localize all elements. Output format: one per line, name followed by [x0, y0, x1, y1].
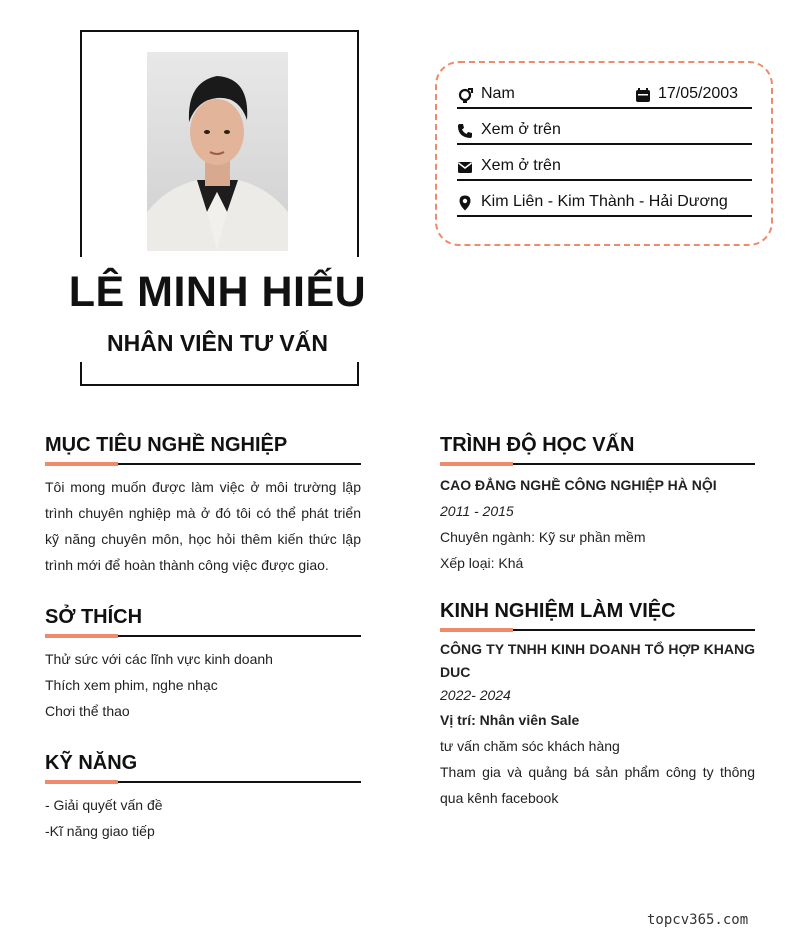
- experience-duty: tư vấn chăm sóc khách hàng: [440, 738, 620, 754]
- gender-value: Nam: [481, 85, 515, 102]
- section-title-hobbies: SỞ THÍCH: [45, 606, 143, 628]
- candidate-role: NHÂN VIÊN TƯ VẤN: [107, 330, 328, 356]
- education-major: Chuyên ngành: Kỹ sư phần mềm: [440, 529, 646, 545]
- contact-row-gender-birthday: [457, 81, 752, 109]
- list-item: - Giải quyết vấn đề: [45, 797, 163, 813]
- email-value: Xem ở trên: [481, 157, 561, 174]
- site-watermark: topcv365.com: [647, 912, 749, 928]
- experience-position: Vị trí: Nhân viên Sale: [440, 712, 580, 728]
- section-title-experience: KINH NGHIỆM LÀM VIỆC: [440, 600, 676, 622]
- section-accent-bar: [45, 634, 118, 638]
- contact-row-phone: [457, 117, 752, 145]
- section-accent-bar: [45, 780, 118, 784]
- birthday-value: 17/05/2003: [658, 85, 739, 102]
- experience-company: CÔNG TY TNHH KINH DOANH TỔ HỢP KHANG DUC: [440, 641, 755, 680]
- section-accent-bar: [45, 462, 118, 466]
- objective-text: Tôi mong muốn được làm việc ở môi trường lập trình chuyên nghiệp mà ở đó tôi có thể phát triển kỹ năng chuyên môn, học hỏi thêm kiến thức lập trình mới để hoàn thành công việc được giao.: [45, 479, 361, 573]
- hobbies-list: [45, 646, 361, 724]
- profile-photo-illustration: [147, 52, 288, 251]
- phone-icon: [457, 123, 473, 139]
- calendar-icon: [635, 87, 651, 103]
- phone-value: Xem ở trên: [481, 121, 561, 138]
- experience-block: [440, 638, 755, 811]
- section-accent-bar: [440, 462, 513, 466]
- education-period: 2011 - 2015: [440, 503, 514, 519]
- section-title-objective: MỤC TIÊU NGHỀ NGHIỆP: [45, 434, 288, 456]
- section-title-skills: KỸ NĂNG: [45, 752, 138, 774]
- location-pin-icon: [457, 195, 473, 211]
- section-accent-bar: [440, 628, 513, 632]
- education-grade: Xếp loại: Khá: [440, 555, 524, 571]
- candidate-name: LÊ MINH HIẾU: [68, 268, 367, 316]
- contact-row-email: [457, 153, 752, 181]
- experience-period: 2022- 2024: [440, 687, 511, 703]
- list-item: -Kĩ năng giao tiếp: [45, 823, 155, 839]
- envelope-icon: [457, 159, 473, 175]
- skills-list: [45, 792, 361, 844]
- contact-row-address: [457, 189, 752, 217]
- section-title-education: TRÌNH ĐỘ HỌC VẤN: [440, 434, 635, 456]
- profile-photo: [147, 52, 288, 251]
- education-school: CAO ĐẲNG NGHỀ CÔNG NGHIỆP HÀ NỘI: [440, 477, 717, 493]
- photo-frame-bottom: [80, 362, 359, 386]
- address-value: Kim Liên - Kim Thành - Hải Dương: [481, 193, 728, 210]
- experience-description: Tham gia và quảng bá sản phẩm công ty thông qua kênh facebook: [440, 764, 755, 806]
- list-item: Thử sức với các lĩnh vực kinh doanh: [45, 651, 273, 667]
- education-block: [440, 472, 755, 576]
- list-item: Chơi thể thao: [45, 703, 130, 719]
- gender-icon: [457, 87, 473, 103]
- list-item: Thích xem phim, nghe nhạc: [45, 677, 218, 693]
